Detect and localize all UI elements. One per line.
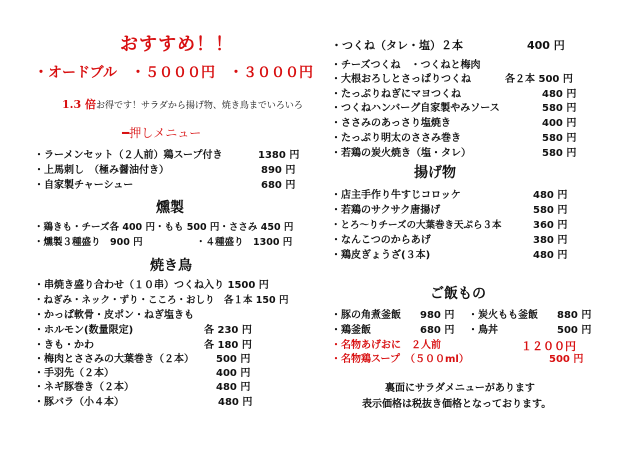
smoked-section-title: 燻製 xyxy=(156,200,184,216)
menu-item-ageoni xyxy=(331,341,441,351)
item-price: 580 円 xyxy=(542,148,577,159)
item-name: ・チーズつくね ・つくねと梅肉 xyxy=(331,60,481,71)
item-name: ・店主手作り牛すじコロッケ xyxy=(331,190,461,201)
menu-item-tori-soup xyxy=(331,355,469,365)
smoked-line-2b: ・４種盛り 1300 円 xyxy=(196,237,293,248)
item-name: ・とろ～りチーズの大葉巻き天ぷら３本 xyxy=(331,220,502,231)
item-price: 各２本 500 円 xyxy=(505,74,573,85)
yakitori-line-1: ・串焼き盛り合わせ（１０串）つくね入り 1500 円 xyxy=(34,280,269,291)
item-price: 680 円 xyxy=(261,180,296,191)
menu-item-karaage xyxy=(331,206,440,216)
menu-item-tebasaki xyxy=(34,369,114,379)
item-name: ・鶏皮ぎょうざ(３本) xyxy=(331,250,431,261)
menu-item-cheese-tsukune xyxy=(331,61,481,71)
item-price: 480 円 xyxy=(533,190,568,201)
item-name: ・きも・かわ xyxy=(34,340,94,351)
menu-item-tsukune-hamburg xyxy=(331,104,500,114)
smoked-line-2a: ・燻製３種盛り 900 円 xyxy=(34,237,143,248)
item-name: ・梅肉とささみの大葉巻き（２本） xyxy=(34,354,194,365)
menu-item-horse-sashimi xyxy=(34,166,169,176)
item-price: 500 円 xyxy=(557,325,592,336)
menu-item-butabara xyxy=(34,398,124,408)
item-name: ・自家製チャーシュー xyxy=(34,180,134,191)
item-name: ・たっぷりねぎにマヨつくね xyxy=(331,89,461,100)
rice-section-title: ご飯もの xyxy=(430,286,486,302)
item-price: 各 230 円 xyxy=(204,325,252,336)
menu-item-kakuni-kamameshi xyxy=(331,311,401,321)
platter-line: ・オードブル ・５０００円 ・３０００円 xyxy=(34,65,314,81)
menu-item-mentai-sasami xyxy=(331,134,461,144)
item-name: ・手羽先（２本） xyxy=(34,368,114,379)
item-price: 680 円 xyxy=(420,325,455,336)
menu-item-tsukune xyxy=(331,40,463,51)
item-price: 580 円 xyxy=(542,103,577,114)
item-name: ・つくねハンバーグ自家製やみソース xyxy=(331,103,500,114)
discount-text: お得です！サラダから揚げ物、焼き鳥までいろいろ xyxy=(95,101,303,111)
item-name: ・豚バラ（小４本） xyxy=(34,397,124,408)
item-name: ・ネギ豚巻き（２本） xyxy=(34,382,134,393)
menu-item-croquette xyxy=(331,191,461,201)
smoked-line-1: ・鶏きも・チーズ各 400 円・もも 500 円・ささみ 450 円 xyxy=(34,222,294,233)
oshi-menu-title: ━押しメニュー xyxy=(122,126,202,140)
recommend-title: おすすめ！！ xyxy=(120,34,235,55)
item-price: 400 円 xyxy=(542,118,577,129)
item-name: ・つくね（タレ・塩）２本 xyxy=(331,39,463,52)
item-price: 380 円 xyxy=(533,235,568,246)
footer-tax-note: 表示価格は税抜き価格となっております。 xyxy=(362,399,552,410)
menu-item-toridon xyxy=(468,326,498,336)
item-name: ・ホルモン(数量限定) xyxy=(34,325,134,336)
item-name: ・ラーメンセット（２人前）鶏スープ付き xyxy=(34,150,223,161)
item-name: ・豚の角煮釜飯 xyxy=(331,310,401,321)
menu-item-sasami-shioyaki xyxy=(331,119,451,129)
item-price: 360 円 xyxy=(533,220,568,231)
item-name: ・ささみのあっさり塩焼き xyxy=(331,118,451,129)
item-name: ・鶏釜飯 xyxy=(331,325,371,336)
menu-item-negimayo-tsukune xyxy=(331,90,461,100)
menu-item-chashu xyxy=(34,181,133,191)
menu-item-kimo-kawa xyxy=(34,341,94,351)
item-price: 500 円 xyxy=(549,354,584,365)
menu-item-torikawa-gyoza xyxy=(331,251,430,261)
yakitori-line-3: ・かっぱ軟骨・皮ポン・ねぎ塩きも xyxy=(34,310,194,321)
item-price: 580 円 xyxy=(533,205,568,216)
item-price: 580 円 xyxy=(542,133,577,144)
item-name: ・鳥丼 xyxy=(468,325,498,336)
item-name: ・名物あげおに ２人前 xyxy=(331,340,441,351)
item-name: ・炭火もも釜飯 xyxy=(468,310,538,321)
item-name: ・若鶏の炭火焼き（塩・タレ） xyxy=(331,148,471,159)
item-name: ・大根おろしとさっぱりつくね xyxy=(331,74,471,85)
fried-section-title: 揚げ物 xyxy=(414,165,456,181)
item-price: 400 円 xyxy=(216,368,251,379)
discount-note xyxy=(62,99,303,111)
menu-item-wakadori-sumibiyaki xyxy=(331,149,471,159)
item-price: 880 円 xyxy=(557,310,592,321)
menu-item-daikon-tsukune xyxy=(331,75,471,85)
item-price: 1380 円 xyxy=(258,150,300,161)
menu-item-ume-sasami xyxy=(34,355,194,365)
item-price: 890 円 xyxy=(261,165,296,176)
item-price: 各 180 円 xyxy=(204,340,252,351)
menu-item-momo-kamameshi xyxy=(468,311,538,321)
discount-rate: 1.3 倍 xyxy=(62,98,96,111)
item-name: ・若鶏のサクサク唐揚げ xyxy=(331,205,441,216)
item-name: ・なんこつのからあげ xyxy=(331,235,431,246)
item-price: 500 円 xyxy=(216,354,251,365)
yakitori-section-title: 焼き鳥 xyxy=(150,258,192,274)
menu-item-negi-butamaki xyxy=(34,383,134,393)
menu-item-horumon xyxy=(34,326,133,336)
item-price: 480 円 xyxy=(216,382,251,393)
yakitori-line-2: ・ねぎみ・ネック・ずり・こころ・おしり 各１本 150 円 xyxy=(34,295,289,306)
item-price: 480 円 xyxy=(542,89,577,100)
menu-item-cheese-tempura xyxy=(331,221,502,231)
item-name: ・名物鶏スープ （５００ml） xyxy=(331,354,469,365)
footer-salad-note: 裏面にサラダメニューがあります xyxy=(385,383,535,394)
menu-item-nankotsu xyxy=(331,236,431,246)
item-price: 480 円 xyxy=(533,250,568,261)
item-name: ・たっぷり明太のささみ巻き xyxy=(331,133,461,144)
item-price: 400 円 xyxy=(527,39,565,52)
item-price: 980 円 xyxy=(420,310,455,321)
item-price: １２００円 xyxy=(521,340,576,353)
item-name: ・上馬刺し （極み醤油付き） xyxy=(34,165,169,176)
menu-item-ramen-set xyxy=(34,151,223,161)
menu-item-tori-kamameshi xyxy=(331,326,371,336)
item-price: 480 円 xyxy=(218,397,253,408)
